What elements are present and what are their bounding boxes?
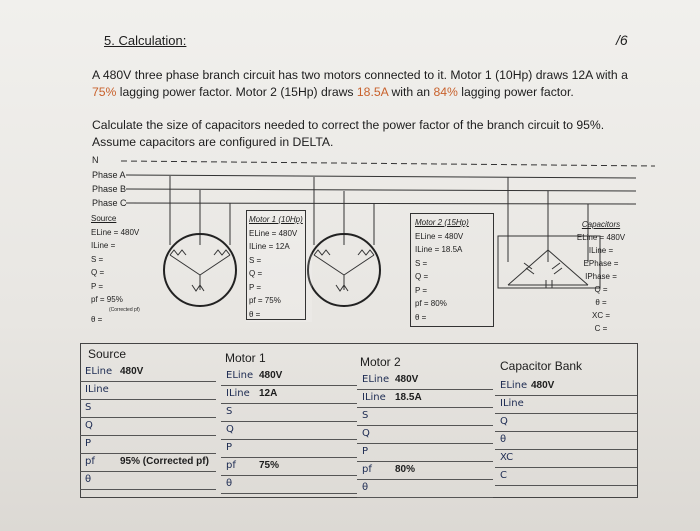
table-row <box>221 439 357 458</box>
values-table <box>80 343 636 496</box>
phase-a-line <box>126 175 636 178</box>
table-row <box>495 467 637 486</box>
table-row <box>357 371 493 390</box>
table-row-key: θ <box>85 474 92 485</box>
source-theta: θ = <box>91 314 103 324</box>
table-row <box>495 413 637 432</box>
motor-2-title: Motor 2 (15Hp) <box>415 218 469 227</box>
table-row <box>221 421 357 440</box>
phase-c-line <box>126 203 636 204</box>
para1-text-b: lagging power factor. Motor 2 (15Hp) draws <box>116 85 357 99</box>
motor-2-eline: ELine = 480V <box>415 231 464 241</box>
table-row-key: pf <box>85 456 95 467</box>
motor-2-q: Q = <box>415 272 429 281</box>
table-row-key: ELine <box>226 370 254 381</box>
capacitor-info <box>571 218 631 335</box>
table-row <box>357 479 493 498</box>
motor-1-s: S = <box>249 255 262 265</box>
table-row-key: θ <box>500 434 507 445</box>
caps-theta: θ = <box>595 298 607 307</box>
table-row-key: Q <box>500 416 508 427</box>
table-row <box>221 403 357 422</box>
source-pf: pf = 95% <box>91 295 123 304</box>
table-row-value[interactable]: 480V <box>259 370 283 381</box>
table-row-key: pf <box>226 460 236 471</box>
table-row-value[interactable]: 18.5A <box>395 392 422 403</box>
table-row <box>80 417 216 436</box>
table-row-key: P <box>362 446 369 457</box>
table-row <box>221 367 357 386</box>
table-row-value[interactable]: 480V <box>531 380 555 391</box>
para1-highlight-pf1: 75% <box>92 85 117 99</box>
table-row-key: ILine <box>226 388 250 399</box>
table-motor-1-title: Motor 1 <box>225 351 266 365</box>
table-row-value[interactable]: 95% (Corrected pf) <box>120 456 209 467</box>
label-phase-c: Phase C <box>92 198 127 208</box>
para1-text-c: with an <box>388 85 434 99</box>
question-marks: /6 <box>616 32 628 48</box>
table-capacitor-title: Capacitor Bank <box>500 359 583 373</box>
source-title: Source <box>91 214 117 223</box>
table-row-key: S <box>85 402 92 413</box>
table-row <box>357 461 493 480</box>
caps-q: Q = <box>594 285 608 294</box>
table-row-key: pf <box>362 464 372 475</box>
table-row-key: Q <box>226 424 234 435</box>
motor-1-theta: θ = <box>249 309 261 319</box>
caps-title: Capacitors <box>581 220 621 229</box>
table-row-key: Q <box>362 428 370 439</box>
para1-text-d: lagging power factor. <box>457 85 574 99</box>
table-row <box>357 407 493 426</box>
table-row-value[interactable]: 480V <box>395 374 419 385</box>
source-iline: ILine = <box>91 241 116 250</box>
table-row-key: ELine <box>500 380 528 391</box>
table-row-key: P <box>85 438 92 449</box>
table-row <box>80 363 216 382</box>
motor-2-s: S = <box>415 258 428 268</box>
caps-iline: ILine = <box>588 246 614 255</box>
source-eline: ELine = 480V <box>91 227 140 237</box>
table-source-title: Source <box>88 347 127 361</box>
motor-1-box <box>246 210 306 320</box>
table-row-key: P <box>226 442 233 453</box>
table-row-value[interactable]: 12A <box>259 388 278 399</box>
table-row <box>80 381 216 400</box>
table-row-value[interactable]: 480V <box>120 366 144 377</box>
motor-1-p: P = <box>249 282 262 292</box>
para2-line-2: Assume capacitors are configured in DELTA. <box>92 135 334 149</box>
table-row-key: θ <box>226 478 233 489</box>
table-row-key: XC <box>500 452 514 463</box>
source-note: (Corrected pf) <box>109 306 140 313</box>
question-title: 5. Calculation: <box>104 33 187 48</box>
source-info <box>91 212 140 326</box>
para1-highlight-amps2: 18.5A <box>356 85 389 99</box>
table-row <box>357 425 493 444</box>
table-row-key: ELine <box>85 366 113 377</box>
label-phase-b: Phase B <box>92 184 127 194</box>
para2-line-1: Calculate the size of capacitors needed to correct the power factor of the branch circuit to 95%. <box>92 118 605 132</box>
source-p: P = <box>91 281 104 291</box>
table-row-key: ILine <box>85 384 109 395</box>
table-row <box>221 457 357 476</box>
table-row-key: ELine <box>362 374 390 385</box>
table-row-key: S <box>226 406 233 417</box>
table-row <box>357 443 493 462</box>
motor-1-title: Motor 1 (10Hp) <box>249 215 303 224</box>
table-row <box>495 395 637 414</box>
motor-1-pf: pf = 75% <box>249 296 281 305</box>
motor-2-pf: pf = 80% <box>415 299 447 308</box>
table-motor-2-title: Motor 2 <box>360 355 401 369</box>
table-row <box>221 475 357 494</box>
neutral-line <box>121 161 655 166</box>
phase-b-line <box>126 189 636 191</box>
motor-2-theta: θ = <box>415 312 427 322</box>
table-row <box>221 385 357 404</box>
table-row-key: ILine <box>362 392 386 403</box>
table-row-key: θ <box>362 482 369 493</box>
label-neutral: N <box>92 155 99 165</box>
motor-2-iline: ILine = 18.5A <box>415 245 463 254</box>
motor-2-p: P = <box>415 285 428 295</box>
caps-ephase: EPhase = <box>583 259 619 268</box>
label-phase-a: Phase A <box>92 170 126 180</box>
caps-eline: ELine = 480V <box>576 233 626 242</box>
table-row <box>495 377 637 396</box>
motor-1-q: Q = <box>249 269 263 278</box>
table-row-key: ILine <box>500 398 524 409</box>
table-row-value[interactable]: 75% <box>259 460 280 471</box>
table-row <box>80 399 216 418</box>
table-row <box>80 435 216 454</box>
para1-highlight-pf2: 84% <box>433 85 458 99</box>
source-q: Q = <box>91 268 105 277</box>
table-row <box>357 389 493 408</box>
motor-2-box <box>410 213 494 327</box>
table-row <box>80 453 216 472</box>
table-row-key: C <box>500 470 507 481</box>
caps-c: C = <box>594 324 608 333</box>
table-row-key: S <box>362 410 369 421</box>
caps-xc: XC = <box>591 311 610 320</box>
para1-text-a: A 480V three phase branch circuit has two motors connected to it. Motor 1 (10Hp) draws 12A with a <box>92 68 628 82</box>
table-row <box>495 431 637 450</box>
table-row <box>80 471 216 490</box>
caps-iphase: IPhase = <box>585 272 617 281</box>
motor-1-eline: ELine = 480V <box>249 228 298 238</box>
table-row-value[interactable]: 80% <box>395 464 416 475</box>
source-s: S = <box>91 254 104 264</box>
table-row <box>495 449 637 468</box>
table-row-key: Q <box>85 420 93 431</box>
motor-1-iline: ILine = 12A <box>249 242 290 251</box>
